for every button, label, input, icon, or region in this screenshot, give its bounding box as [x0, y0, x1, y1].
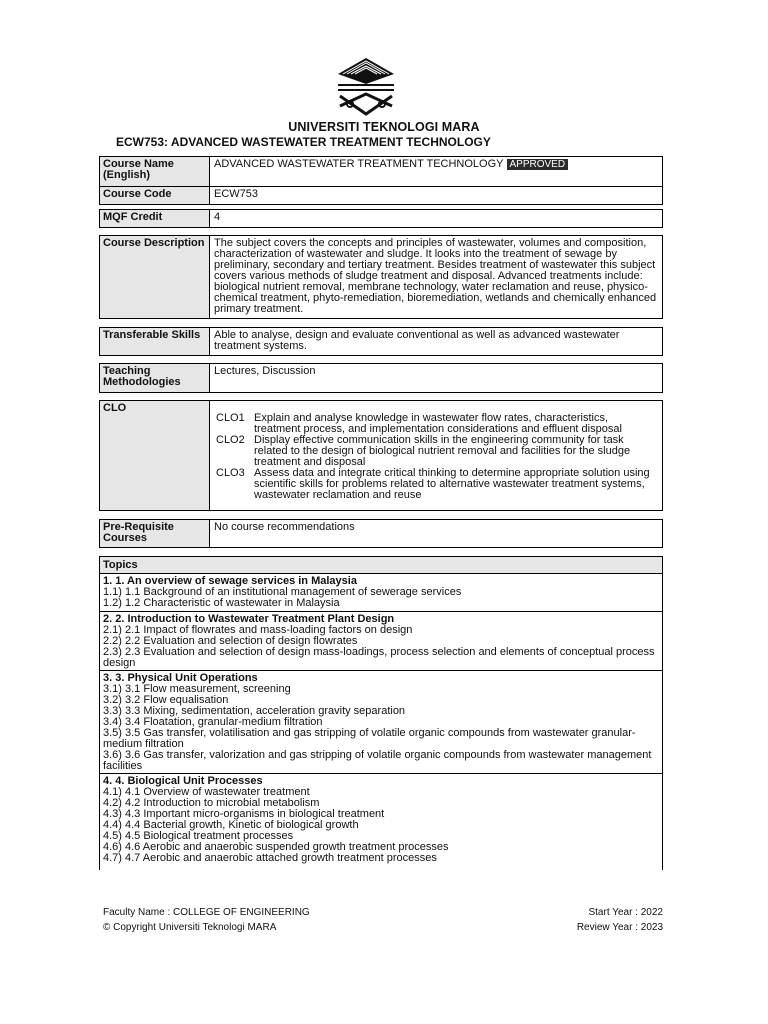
topic-title: 1. 1. An overview of sewage services in Malaysia — [103, 575, 357, 587]
topic-section — [100, 773, 662, 868]
mqf-credit-value: 4 — [214, 211, 221, 223]
prerequisite-value: No course recommendations — [214, 521, 355, 533]
clo-code: CLO3 — [216, 467, 245, 479]
topic-title: 4. 4. Biological Unit Processes — [103, 775, 263, 787]
course-code-value: ECW753 — [214, 188, 259, 200]
course-title: ECW753: ADVANCED WASTEWATER TREATMENT TECHNOLOGY — [116, 135, 491, 149]
clo-item — [214, 468, 658, 501]
start-year: Start Year : 2022 — [588, 907, 663, 918]
topic-title: 3. 3. Physical Unit Operations — [103, 672, 258, 684]
topics-table — [99, 556, 663, 870]
topic-item: 4.5) 4.5 Biological treatment processes — [103, 830, 294, 842]
topic-item: 2.3) 2.3 Evaluation and selection of design mass-loadings, process selection and elements of conceptual process design — [103, 646, 655, 669]
mqf-credit-label: MQF Credit — [100, 210, 210, 227]
topics-header: Topics — [100, 557, 662, 574]
clo-list — [210, 401, 662, 510]
topic-item: 1.2) 1.2 Characteristic of wastewater in Malaysia — [103, 597, 340, 609]
mqf-credit-table — [99, 209, 663, 228]
clo-code: CLO1 — [216, 412, 245, 424]
course-name-label: Course Name (English) — [100, 157, 210, 186]
topic-section — [100, 611, 662, 670]
teaching-methodologies-table — [99, 363, 663, 393]
clo-text: Display effective communication skills in the engineering community for task related to the design of biological nutrient removal and facilities for the sludge treatment and disposal — [254, 434, 631, 468]
topic-item: 2.1) 2.1 Impact of flowrates and mass-loading factors on design — [103, 624, 413, 636]
topic-item: 1.1) 1.1 Background of an institutional management of sewerage services — [103, 586, 462, 598]
course-description-table — [99, 235, 663, 319]
course-name-text: ADVANCED WASTEWATER TREATMENT TECHNOLOGY — [214, 158, 504, 170]
clo-table — [99, 400, 663, 511]
topic-item: 2.2) 2.2 Evaluation and selection of design flowrates — [103, 635, 358, 647]
clo-code: CLO2 — [216, 434, 245, 446]
clo-label: CLO — [100, 401, 210, 510]
course-name-value — [210, 157, 662, 186]
topic-item: 4.6) 4.6 Aerobic and anaerobic suspended growth treatment processes — [103, 841, 449, 853]
clo-text: Assess data and integrate critical thinking to determine appropriate solution using scientific skills for problems related to alternative wastewater treatment systems, wastewater reclamation and reuse — [254, 467, 650, 501]
transferable-skills-label: Transferable Skills — [100, 328, 210, 355]
teaching-methodologies-value: Lectures, Discussion — [214, 365, 316, 377]
topic-item: 4.2) 4.2 Introduction to microbial metabolism — [103, 797, 320, 809]
topic-title: 2. 2. Introduction to Wastewater Treatment Plant Design — [103, 613, 395, 625]
topic-item: 3.5) 3.5 Gas transfer, volatilisation and gas stripping of volatile organic compounds from wastewater granular-medium filtration — [103, 727, 636, 750]
topic-item: 3.3) 3.3 Mixing, sedimentation, acceleration gravity separation — [103, 705, 406, 717]
clo-item — [214, 413, 658, 435]
topic-section — [100, 670, 662, 773]
approved-badge: APPROVED — [507, 159, 569, 170]
topic-item: 3.6) 3.6 Gas transfer, valorization and gas stripping of volatile organic compounds from wastewater management facilities — [103, 749, 652, 772]
topic-section — [100, 574, 662, 611]
review-year: Review Year : 2023 — [576, 922, 663, 933]
transferable-skills-table — [99, 327, 663, 356]
course-description-value: The subject covers the concepts and principles of wastewater, volumes and composition, characterization of wastewater and sludge. It looks into the treatment of sewage by preliminary, secondary and tertiary treatment. Besides treatment of wastewater this subject covers various methods of sludge treatment and disposal. Advanced treatments include: biological nutrient removal, membrane technology, water reclamation and reuse, physico-chemical treatment, phyto-remediation, bioremediation, wetlands and chemically enhanced primary treatment. — [214, 237, 657, 315]
topic-item: 3.4) 3.4 Floatation, granular-medium filtration — [103, 716, 323, 728]
course-description-label: Course Description — [100, 236, 210, 318]
topic-item: 3.2) 3.2 Flow equalisation — [103, 694, 229, 706]
topic-item: 4.7) 4.7 Aerobic and anaerobic attached growth treatment processes — [103, 852, 437, 864]
topic-item: 4.3) 4.3 Important micro-organisms in biological treatment — [103, 808, 385, 820]
university-logo-icon — [330, 54, 402, 120]
teaching-methodologies-label: Teaching Methodologies — [100, 364, 210, 392]
prerequisite-label: Pre-Requisite Courses — [100, 520, 210, 547]
topic-item: 4.4) 4.4 Bacterial growth, Kinetic of biological growth — [103, 819, 359, 831]
clo-text: Explain and analyse knowledge in wastewater flow rates, characteristics, treatment process, and implementation considerations and effluent disposal — [254, 412, 622, 435]
course-name-table — [99, 156, 663, 205]
topic-item: 4.1) 4.1 Overview of wastewater treatment — [103, 786, 310, 798]
clo-item — [214, 435, 658, 468]
faculty-name: Faculty Name : COLLEGE OF ENGINEERING — [103, 907, 310, 918]
prerequisite-table — [99, 519, 663, 548]
transferable-skills-value: Able to analyse, design and evaluate conventional as well as advanced wastewater treatment systems. — [214, 329, 620, 352]
topic-item: 3.1) 3.1 Flow measurement, screening — [103, 683, 291, 695]
copyright: © Copyright Universiti Teknologi MARA — [103, 922, 277, 933]
course-code-label: Course Code — [100, 187, 210, 204]
university-name: UNIVERSITI TEKNOLOGI MARA — [288, 120, 480, 134]
